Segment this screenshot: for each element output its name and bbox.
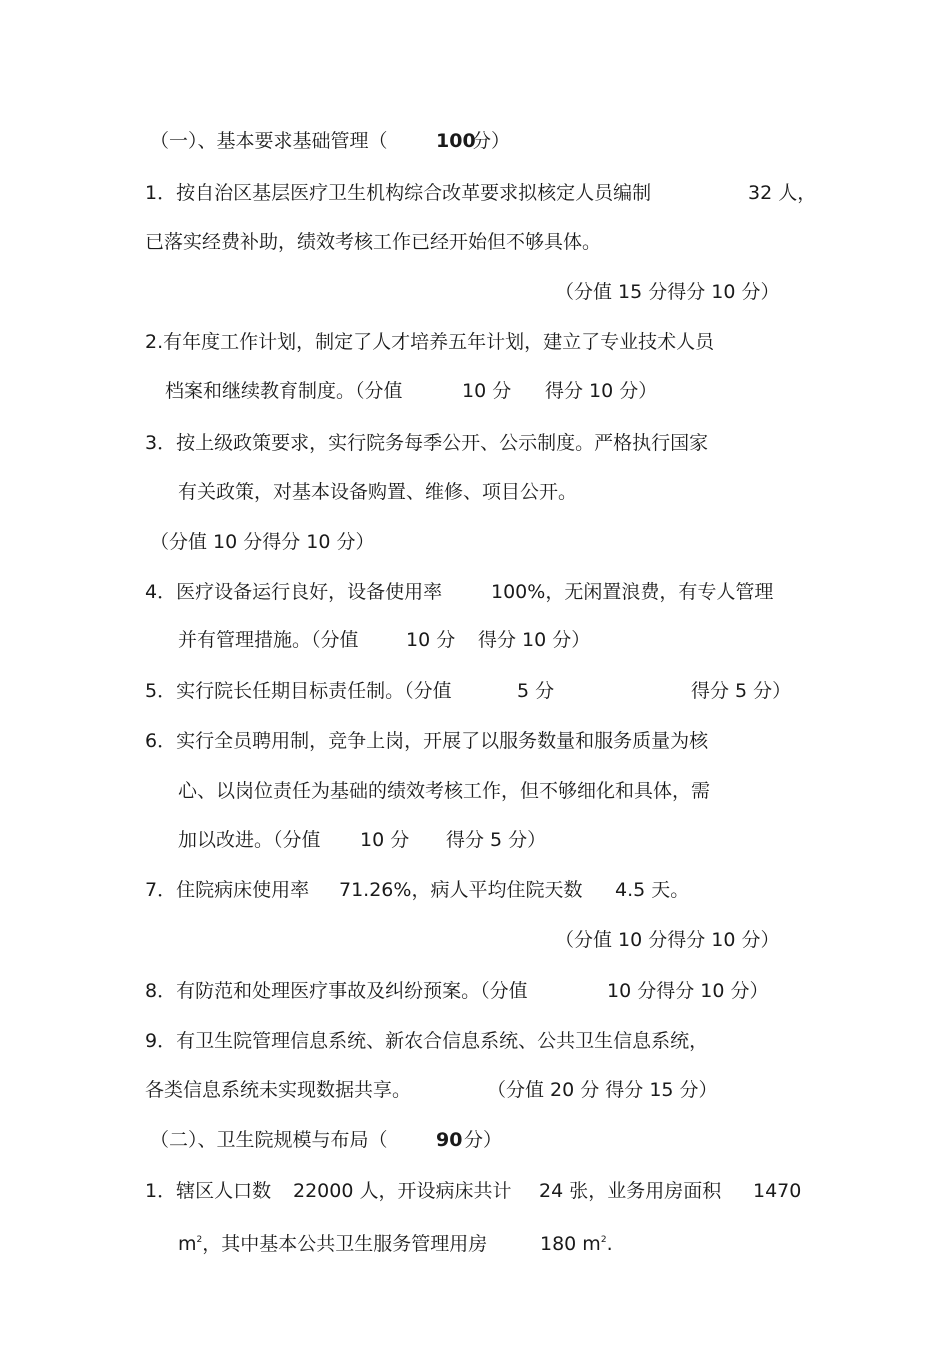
item-8-line-1: 8．有防范和处理医疗事故及纠纷预案。（分值 10 分得分 10 分） [145, 980, 769, 1002]
heading-prefix: （一）、基本要求基础管理（ [150, 130, 388, 152]
heading-score: 90 [436, 1129, 463, 1151]
heading-suffix: 分） [472, 130, 511, 152]
scale-item-1-line-1: 1．辖区人口数 22000 人，开设病床共计 24 张，业务用房面积 1470 [145, 1180, 802, 1202]
item-2-line-1: 2.有年度工作计划，制定了人才培养五年计划，建立了专业技术人员 [145, 331, 715, 353]
item-3-score: （分值 10 分得分 10 分） [150, 531, 375, 553]
item-9-line-1: 9．有卫生院管理信息系统、新农合信息系统、公共卫生信息系统， [145, 1030, 709, 1052]
item-6-line-1: 6．实行全员聘用制，竞争上岗，开展了以服务数量和服务质量为核 [145, 730, 709, 752]
heading-score: 100 [436, 130, 476, 152]
item-3-line-1: 3．按上级政策要求，实行院务每季公开、公示制度。严格执行国家 [145, 432, 709, 454]
item-9-line-2: 各类信息系统未实现数据共享。 （分值 20 分 得分 15 分） [145, 1079, 718, 1101]
heading-suffix: 分） [464, 1129, 503, 1151]
item-4-line-2: 并有管理措施。（分值 10 分 得分 10 分） [178, 629, 591, 651]
item-1-line-2: 已落实经费补助，绩效考核工作已经开始但不够具体。 [145, 231, 602, 253]
heading-prefix: （二）、卫生院规模与布局（ [150, 1129, 388, 1151]
item-7-line-1: 7．住院病床使用率 71.26%，病人平均住院天数 4.5 天。 [145, 879, 690, 901]
item-1-score: （分值 15 分得分 10 分） [555, 281, 780, 303]
item-6-line-2: 心、以岗位责任为基础的绩效考核工作，但不够细化和具体，需 [178, 780, 711, 802]
item-7-score: （分值 10 分得分 10 分） [555, 929, 780, 951]
item-3-line-2: 有关政策，对基本设备购置、维修、项目公开。 [178, 481, 578, 503]
item-2-line-2: 档案和继续教育制度。（分值 10 分 得分 10 分） [165, 380, 658, 402]
scale-item-1-line-2: $m^2$，其中基本公共卫生服务管理用房 180 $m^2$. [178, 1233, 613, 1255]
item-4-line-1: 4．医疗设备运行良好，设备使用率 100%，无闲置浪费，有专人管理 [145, 581, 774, 603]
item-1-line-1: 1．按自治区基层医疗卫生机构综合改革要求拟核定人员编制 32 人， [145, 182, 817, 204]
item-6-line-3: 加以改进。（分值 10 分 得分 5 分） [178, 829, 547, 851]
item-5-line-1: 5．实行院长任期目标责任制。（分值 5 分 得分 5 分） [145, 680, 792, 702]
